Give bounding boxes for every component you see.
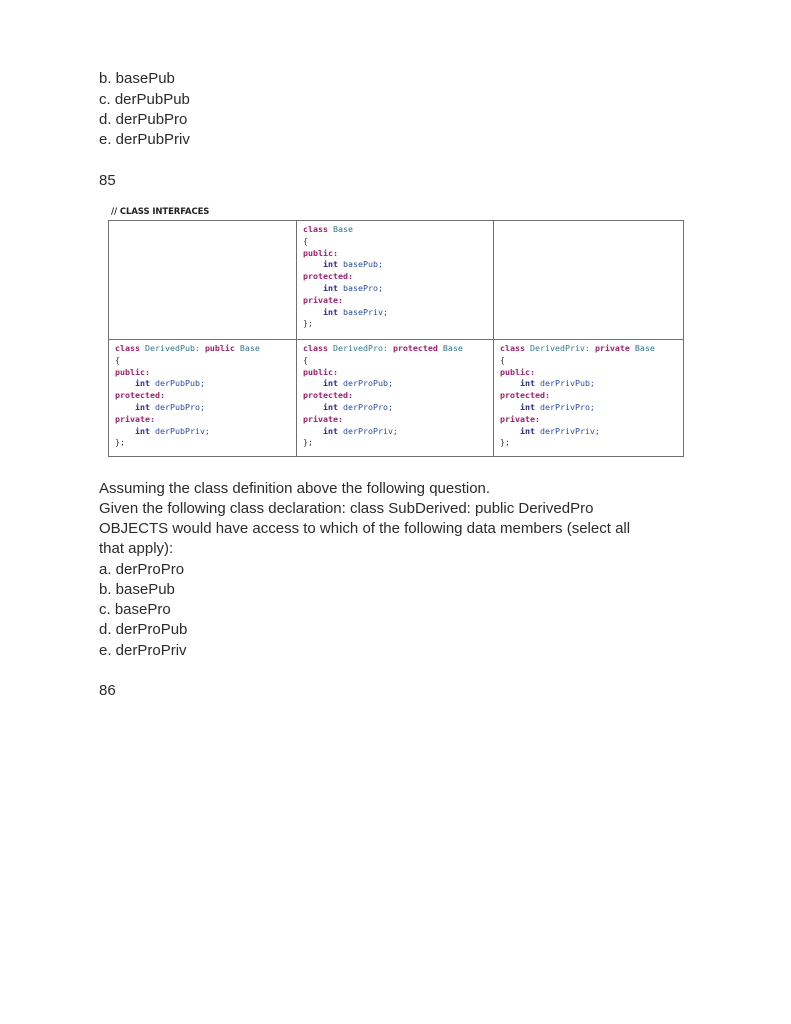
question-text-line-2: Given the following class declaration: class SubDerived: public DerivedPro [99,500,594,517]
prev-option-c: c. derPubPub [99,91,190,108]
option-a: a. derProPro [99,561,185,578]
derived-priv-class-cell: class DerivedPriv: private Base { public: int derPrivPub; protected: int derPrivPro; private: int derPrivPriv; }; [494,340,684,457]
prev-option-e: e. derPubPriv [99,131,190,148]
question-text-line-3: OBJECTS would have access to which of the following data members (select all [99,520,631,537]
empty-cell-left [109,221,297,340]
option-e: e. derProPriv [99,642,187,659]
class-interfaces-table [108,220,684,457]
prev-option-d: d. derPubPro [99,111,188,128]
figure-title: // CLASS INTERFACES [111,207,210,217]
prev-option-b: b. basePub [99,70,175,87]
base-class-cell: class Base { public: int basePub; protected: int basePro; private: int basePriv; }; [297,221,494,340]
option-d: d. derProPub [99,621,188,638]
question-number-86: 86 [99,682,116,699]
option-b: b. basePub [99,581,175,598]
question-text-line-4: that apply): [99,540,174,557]
derived-pub-class-cell: class DerivedPub: public Base { public: int derPubPub; protected: int derPubPro; private: int derPubPriv; }; [109,340,297,457]
derived-pro-class-cell: class DerivedPro: protected Base { public: int derProPub; protected: int derProPro; private: int derProPriv; }; [297,340,494,457]
question-number-85: 85 [99,172,116,189]
option-c: c. basePro [99,601,171,618]
empty-cell-right [494,221,684,340]
question-text-line-1: Assuming the class definition above the following question. [99,480,491,497]
